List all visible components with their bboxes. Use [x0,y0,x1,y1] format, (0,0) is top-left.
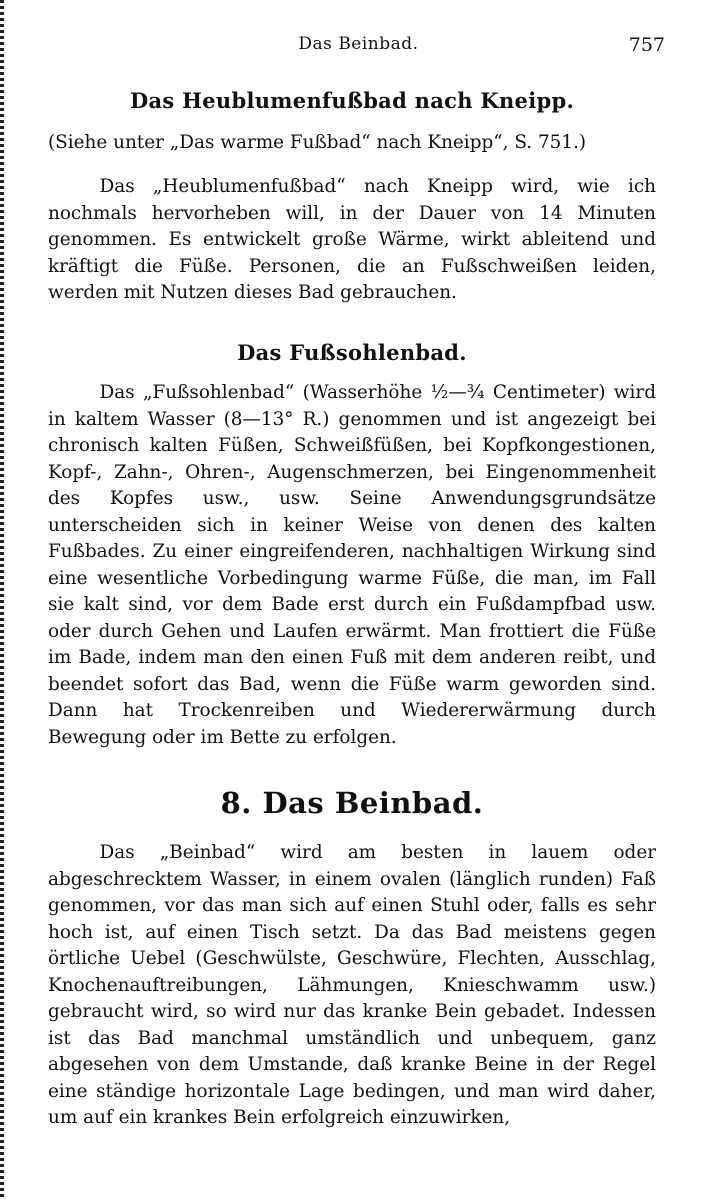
section-body-fusssohlenbad: Das „Fußsohlenbad“ (Wasserhöhe ½—¾ Centimeter) wird in kaltem Wasser (8—13° R.) genommen und ist angezeigt bei chronisch kalten Füßen, Schweißfüßen, bei Kopfkongestionen, Kopf-, Zahn-, Ohren-, Augenschmerzen, bei Eingenommenheit des Kopfes usw., usw. Seine Anwendungsgrundsätze unterscheiden sich in keiner Weise von denen des kalten Fußbades. Zu einer eingreifenderen, nachhaltigen Wirkung sind eine wesentliche Vorbedingung warme Füße, die man, im Fall sie kalt sind, vor dem Bade erst durch ein Fußdampfbad usw. oder durch Gehen und Laufen erwärmt. Man frottiert die Füße im Bade, indem man den einen Fuß mit dem anderen reibt, und beendet sofort das Bad, wenn die Füße warm geworden sind. Dann hat Trockenreiben und Wiedererwärmung durch Bewegung oder im Bette zu erfolgen. [48,382,656,748]
section-body-beinbad: Das „Beinbad“ wird am besten in lauem oder abgeschrecktem Wasser, in einem ovalen (länglich runden) Faß genommen, vor das man sich auf einen Stuhl oder, falls es sehr hoch ist, auf einen Tisch setzt. Da das Bad meistens gegen örtliche Uebel (Geschwülste, Geschwüre, Flechten, Ausschlag, Knochenauftreibungen, Lähmungen, Knieschwamm usw.) gebraucht wird, so wird nur das kranke Bein gebadet. Indessen ist das Bad manchmal umständlich und unbequem, ganz abgesehen von dem Umstande, daß kranke Beine in der Regel eine ständige horizontale Lage bedingen, und man wird daher, um auf ein krankes Bein erfolgreich einzuwirken, [48,842,656,1128]
running-head-title: Das Beinbad. [298,34,419,54]
page-number: 757 [628,34,665,56]
running-head [0,34,717,58]
section-body-heublumenfussbad: Das „Heublumenfußbad“ nach Kneipp wird, wie ich nochmals hervorheben will, in der Dauer von 14 Minuten genommen. Es entwickelt große Wärme, wirkt ableitend und kräftigt die Füße. Personen, die an Fußschweißen leiden, werden mit Nutzen dieses Bad gebrauchen. [48,176,656,303]
chapter-heading-beinbad: 8. Das Beinbad. [220,786,484,820]
section-heading-heublumenfussbad: Das Heublumenfußbad nach Kneipp. [129,88,575,113]
section-heading-fusssohlenbad: Das Fußsohlenbad. [237,340,467,365]
page-gutter-edge [0,0,4,1200]
section-reference-note: (Siehe unter „Das warme Fußbad“ nach Kneipp“, S. 751.) [48,132,587,153]
